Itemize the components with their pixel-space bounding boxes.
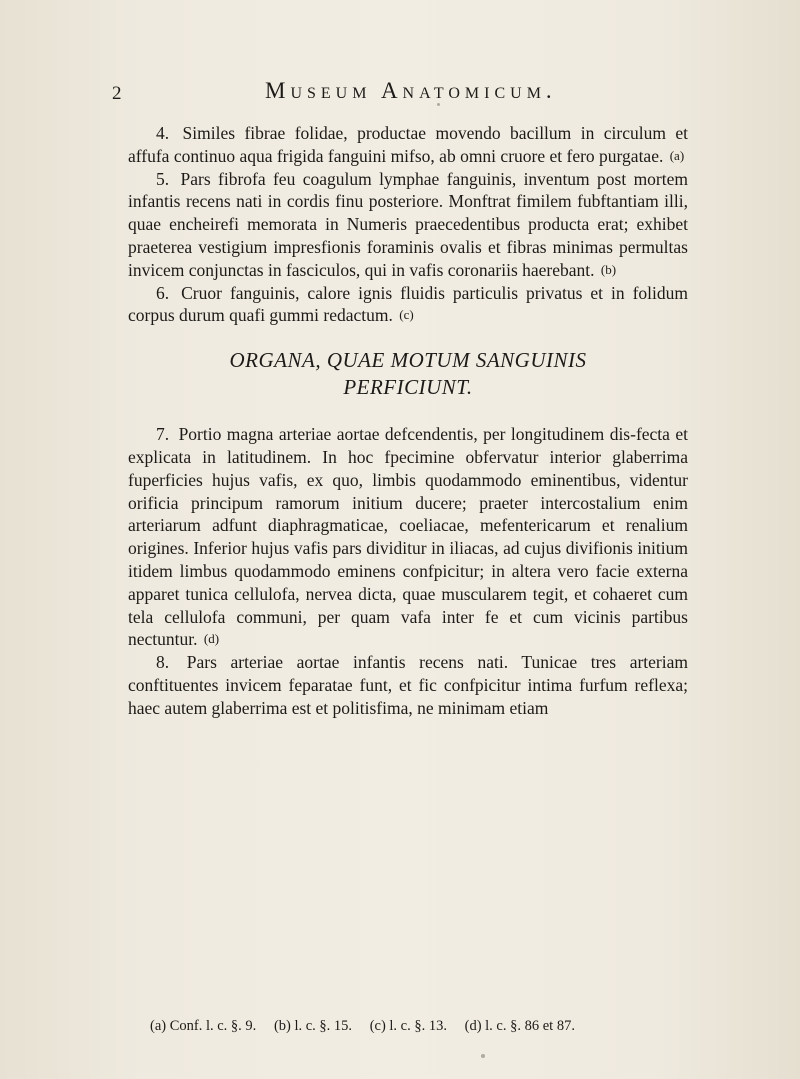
paragraph-text: Pars fibrofa feu coagulum lymphae fanguinis, inventum post mortem infantis recens nati in cordis finu posteriore. Monftrat fimilem fubftantiam illi, quae encheirefi memorata in Numeris praecedentibus producta erat; exhibet praeterea vestigium impresfionis foraminis ovalis et fibras minimas permultas invicem conjunctas in fasciculos, qui in vafis coronariis haerebant. [128,168,689,280]
paragraph-8 [128,651,688,719]
footnote-reference: (c) [399,307,414,323]
page-number: 2 [112,83,122,104]
paragraph-text: Similes fibrae folidae, productae movendo bacillum in circulum et affufa continuo aqua frigida fanguini mifso, ab omni cruore et fero purgatae. [128,123,688,166]
page-header [0,78,800,110]
paragraph-number: 8. [156,652,170,673]
footnote-d: (d) l. c. §. 86 et 87. [464,1018,575,1034]
paragraph-7 [128,423,688,651]
footnote-a: (a) Conf. l. c. §. 9. [150,1018,257,1034]
paragraph-text: Pars arteriae aortae infantis recens nati. Tunicae tres arteriam conftituentes invicem feparatae funt, et fic confpicitur intima furfum reflexa; haec autem glaberrima est et politisfima, ne minimam etiam [128,652,688,718]
paragraph-number: 5. [156,168,170,189]
running-title: Museum Anatomicum. [265,78,557,103]
footnote-reference: (b) [600,261,617,277]
paragraph-number: 6. [156,282,170,303]
paragraph-6 [128,282,688,328]
section-heading [128,347,688,401]
footnote-c: (c) l. c. §. 13. [369,1018,447,1034]
paragraph-4 [128,122,688,168]
footnotes [150,1018,710,1035]
section-heading-line-1: ORGANA, QUAE MOTUM SANGUINIS [229,348,587,373]
footnote-reference: (d) [203,631,220,647]
paragraph-text: Portio magna arteriae aortae defcendentis, per longitudinem dis-fecta et explicata in latitudinem. In hoc fpecimine obfervatur interior glaberrima fuperficies hujus vafis, ex quo, limbis quodammodo eminentibus, videntur orificia principum ramorum initium ducere; praeter intercostalium enim arteriarum adfunt diaphragmaticae, coeliacae, mefentericarum et renalium origines. Inferior hujus vafis pars dividitur in iliacas, ad cujus divifionis initium itidem limbus quodammodo eminens confpicitur; in altera vero facie externa apparet tunica cellulofa, nervea dicta, quae muscularem tegit, et cohaeret cum tela cellulofa communi, per quam vafa inter fe et cum vicinis partibus nectuntur. [128,424,688,650]
footnote-b: (b) l. c. §. 15. [273,1018,353,1034]
footnote-reference: (a) [669,147,685,163]
paragraph-5 [128,168,688,282]
body-text [128,122,688,720]
section-heading-line-2: PERFICIUNT. [343,375,473,400]
paragraph-text: Cruor fanguinis, calore ignis fluidis particulis privatus et in folidum corpus durum quafi gummi redactum. [128,282,689,326]
paragraph-number: 7. [156,424,170,445]
paper-speck [481,1054,485,1058]
paragraph-number: 4. [156,123,170,143]
paper-speck [437,103,440,106]
